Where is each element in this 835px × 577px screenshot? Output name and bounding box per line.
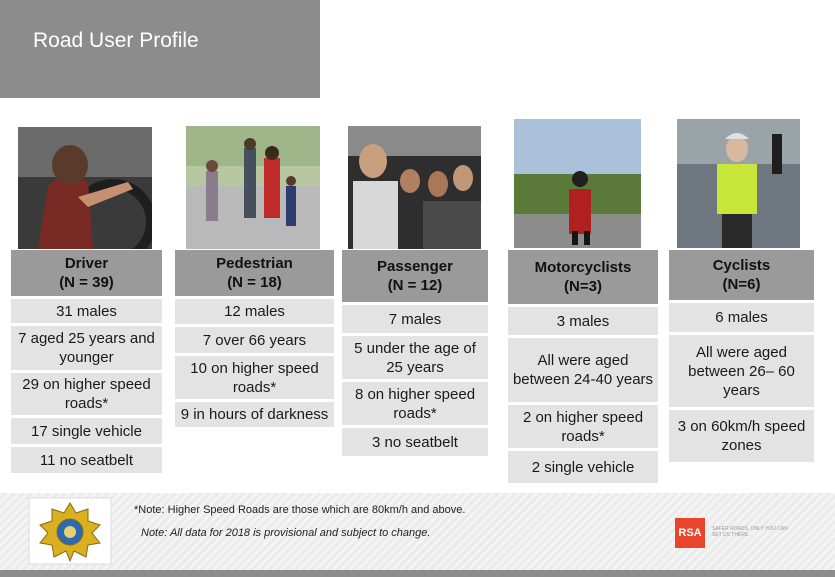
rsa-tagline: SAFER ROADS. ONLY YOU CAN SET US THERE. [712, 526, 788, 538]
driver-photo [18, 127, 152, 249]
driver-row: 17 single vehicle [11, 418, 162, 444]
motorcyclist-photo [514, 119, 641, 248]
page-title: Road User Profile [33, 29, 199, 52]
title-banner [0, 0, 320, 98]
driver-title: Driver [64, 255, 109, 272]
pedestrian-photo [186, 126, 320, 249]
motorcyclists-title: Motorcyclists [534, 259, 632, 276]
driver-row: 31 males [11, 299, 162, 323]
motorcyclists-header [508, 250, 658, 304]
footnote-provisional: Note: All data for 2018 is provisional and subject to change. [141, 527, 431, 539]
passenger-row: 8 on higher speed roads* [342, 382, 488, 425]
driver-row: 11 no seatbelt [11, 447, 162, 473]
motorcyclists-row: 3 males [508, 307, 658, 335]
driver-row: 29 on higher speed roads* [11, 373, 162, 415]
cyclists-title: Cyclists [712, 257, 771, 274]
passenger-row: 7 males [342, 305, 488, 333]
passenger-row: 3 no seatbelt [342, 428, 488, 456]
passenger-count: (N = 12) [387, 277, 443, 294]
pedestrian-row: 12 males [175, 299, 334, 324]
pedestrian-count: (N = 18) [227, 274, 282, 291]
cyclists-row: All were aged between 26– 60 years [669, 335, 814, 407]
rsa-logo: RSA [675, 518, 705, 548]
driver-row: 7 aged 25 years and younger [11, 326, 162, 370]
footnote-higher-speed: *Note: Higher Speed Roads are those which are 80km/h and above. [134, 504, 466, 516]
cyclist-photo [677, 119, 800, 248]
cyclists-header [669, 250, 814, 300]
motorcyclists-row: 2 single vehicle [508, 451, 658, 483]
passenger-header [342, 250, 488, 302]
pedestrian-title: Pedestrian [216, 255, 293, 272]
bottom-bar [0, 570, 835, 577]
pedestrian-header [175, 250, 334, 296]
pedestrian-row: 10 on higher speed roads* [175, 356, 334, 399]
cyclists-row: 3 on 60km/h speed zones [669, 410, 814, 462]
motorcyclists-row: All were aged between 24-40 years [508, 338, 658, 402]
cyclists-count: (N=6) [722, 276, 761, 293]
pedestrian-row: 7 over 66 years [175, 327, 334, 353]
driver-header [11, 250, 162, 296]
passenger-photo [348, 126, 481, 249]
motorcyclists-count: (N=3) [564, 278, 602, 295]
garda-badge-icon [28, 497, 112, 565]
pedestrian-row: 9 in hours of darkness [175, 402, 334, 427]
motorcyclists-row: 2 on higher speed roads* [508, 405, 658, 448]
passenger-title: Passenger [377, 258, 453, 275]
passenger-row: 5 under the age of 25 years [342, 336, 488, 379]
driver-count: (N = 39) [59, 274, 114, 291]
cyclists-row: 6 males [669, 303, 814, 332]
